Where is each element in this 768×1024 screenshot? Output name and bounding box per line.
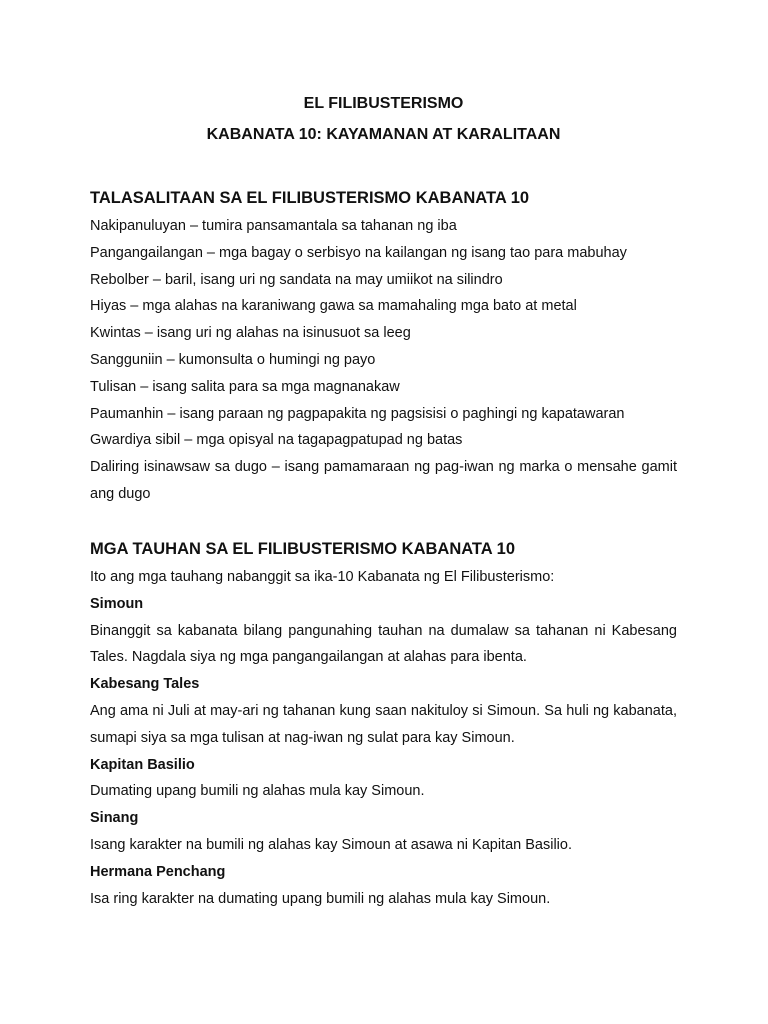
document-subtitle: KABANATA 10: KAYAMANAN AT KARALITAAN xyxy=(206,126,561,143)
character-name: Simoun xyxy=(90,595,144,612)
document-title: EL FILIBUSTERISMO xyxy=(303,95,464,112)
vocab-entry: Nakipanuluyan – tumira pansamantala sa tahanan ng iba xyxy=(90,218,457,234)
vocab-entry: Pangangailangan – mga bagay o serbisyo na kailangan ng isang tao para mabuhay xyxy=(90,244,627,261)
talasalitaan-heading: TALASALITAAN SA EL FILIBUSTERISMO KABANATA 10 xyxy=(90,189,530,207)
character-name: Kabesang Tales xyxy=(90,676,200,693)
vocab-entry: Daliring isinawsaw sa dugo – isang pamamaraan ng pag-iwan ng marka o mensahe gamit ang dugo xyxy=(90,459,677,502)
vocab-entry: Rebolber – baril, isang uri ng sandata na may umiikot na silindro xyxy=(90,271,503,288)
vocab-entry: Sangguniin – kumonsulta o humingi ng payo xyxy=(90,351,376,368)
vocab-entry: Paumanhin – isang paraan ng pagpapakita ng pagsisisi o paghingi ng kapatawaran xyxy=(90,405,625,422)
character-description: Isa ring karakter na dumating upang bumili ng alahas mula kay Simoun. xyxy=(90,890,551,907)
talasalitaan-section xyxy=(90,187,677,508)
character-description: Dumating upang bumili ng alahas mula kay Simoun. xyxy=(90,783,425,800)
character-name: Sinang xyxy=(90,810,139,827)
tauhan-section xyxy=(90,538,677,912)
tauhan-heading: MGA TAUHAN SA EL FILIBUSTERISMO KABANATA 10 xyxy=(90,540,516,558)
tauhan-intro: Ito ang mga tauhang nabanggit sa ika-10 Kabanata ng El Filibusterismo: xyxy=(90,569,555,585)
vocab-entry: Tulisan – isang salita para sa mga magnanakaw xyxy=(90,378,400,395)
character-description: Binanggit sa kabanata bilang pangunahing tauhan na dumalaw sa tahanan ni Kabesang Tales. Nagdala siya ng mga pangangailangan at alahas para ibenta. xyxy=(90,622,677,666)
vocab-entry: Hiyas – mga alahas na karaniwang gawa sa mamahaling mga bato at metal xyxy=(90,298,577,315)
character-name: Hermana Penchang xyxy=(90,863,226,880)
vocab-entry: Gwardiya sibil – mga opisyal na tagapagpatupad ng batas xyxy=(90,432,463,449)
character-name: Kapitan Basilio xyxy=(90,756,195,773)
vocab-entry: Kwintas – isang uri ng alahas na isinusuot sa leeg xyxy=(90,325,411,342)
character-description: Isang karakter na bumili ng alahas kay Simoun at asawa ni Kapitan Basilio. xyxy=(90,836,572,853)
character-description: Ang ama ni Juli at may-ari ng tahanan kung saan nakituloy si Simoun. Sa huli ng kabanata, sumapi siya sa mga tulisan at nag-iwan ng sulat para kay Simoun. xyxy=(90,702,677,746)
